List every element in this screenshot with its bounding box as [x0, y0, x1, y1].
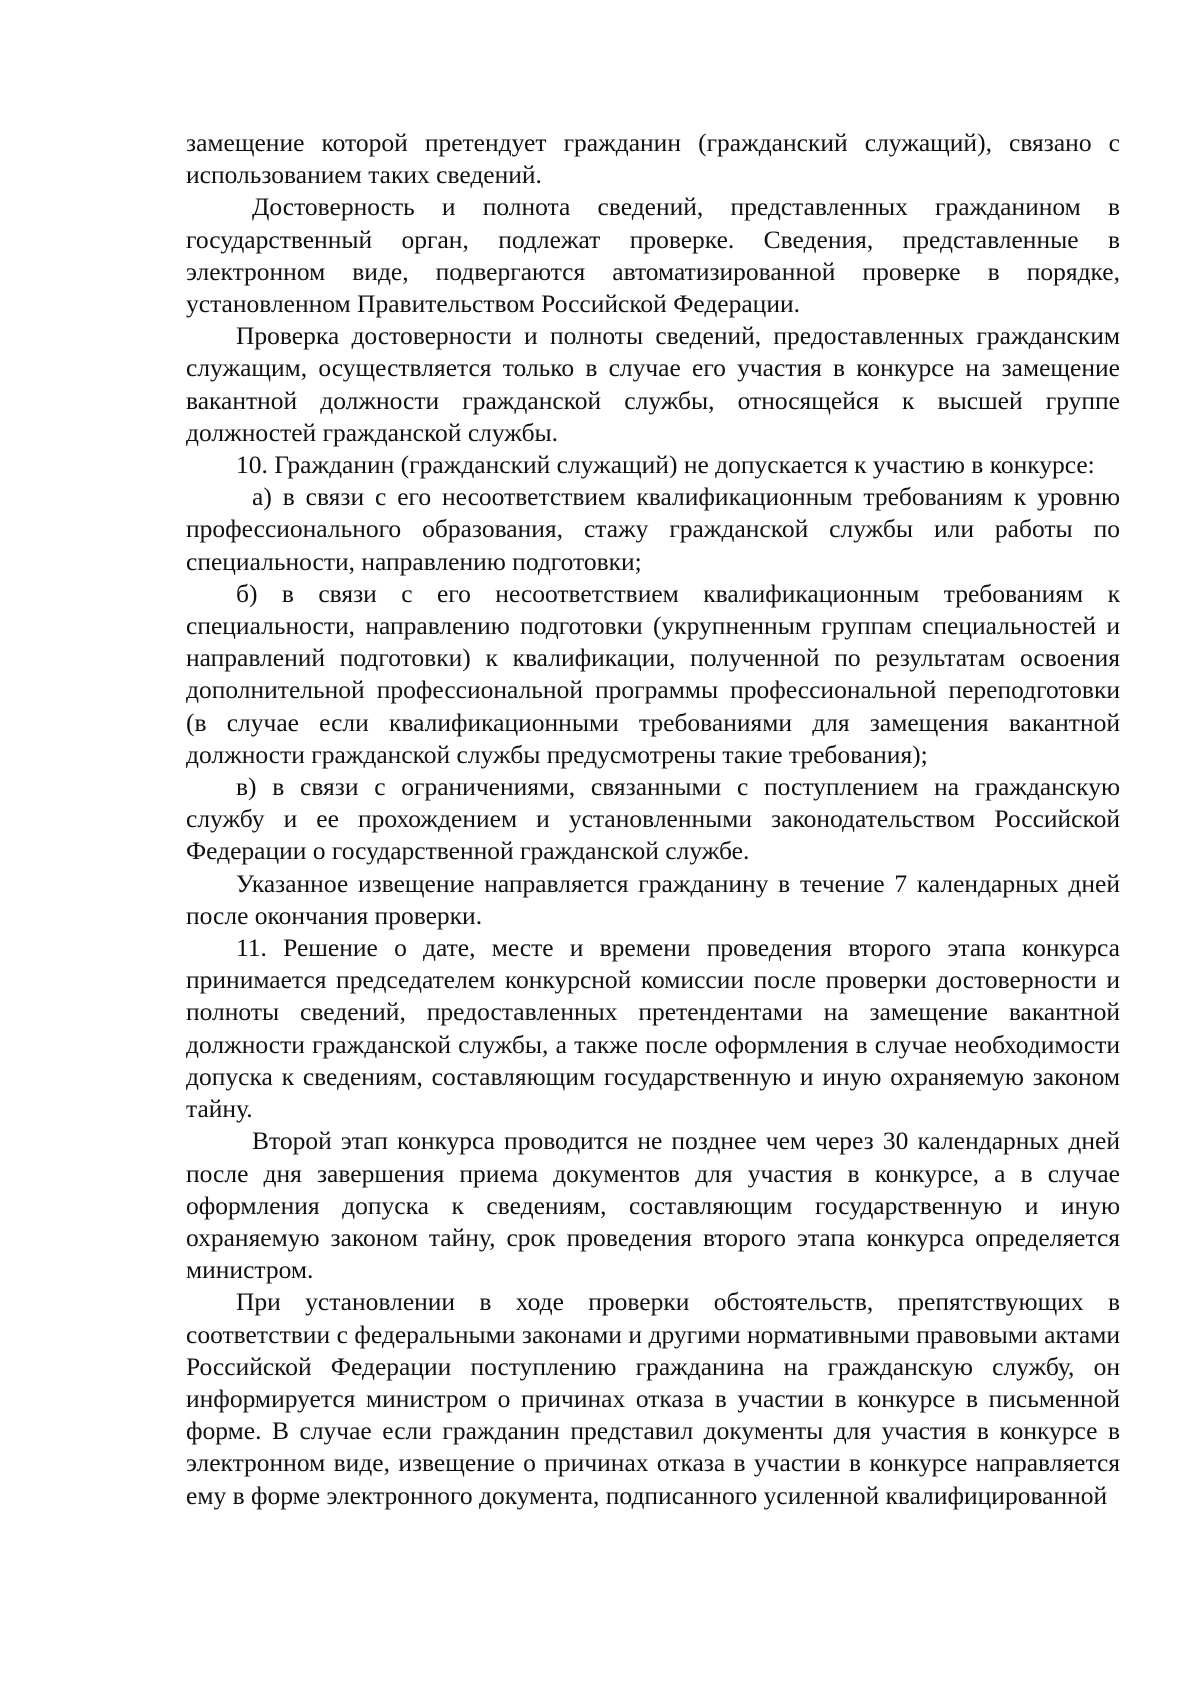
- paragraph-second-stage: Второй этап конкурса проводится не позднее чем через 30 календарных дней после дня завершения приема документов для участия в конкурсе, а в случае оформления допуска к сведениям, составляющим государственную и иную охраняемую законом тайну, срок проведения второго этапа конкурса определяется министром.: [186, 1126, 1120, 1285]
- paragraph-refusal: При установлении в ходе проверки обстоятельств, препятствующих в соответствии с федеральными законами и другими нормативными правовыми актами Российской Федерации поступлению гражданина на гражданскую службу, он информируется министром о причинах отказа в участии в конкурсе в письменной форме. В случае если гражданин представил документы для участия в конкурсе в электронном виде, извещение о причинах отказа в участии в конкурсе направляется ему в форме электронного документа, подписанного усиленной квалифицированной: [186, 1287, 1120, 1510]
- paragraph-continuation: замещение которой претендует гражданин (гражданский служащий), связано с использованием таких сведений.: [186, 128, 1120, 190]
- paragraph-clause-10: 10. Гражданин (гражданский служащий) не допускается к участию в конкурсе:: [236, 450, 1095, 480]
- paragraph-item-v: в) в связи с ограничениями, связанными с поступлением на гражданскую службу и ее прохождением и установленными законодательством Российской Федерации о государственной гражданской службе.: [186, 772, 1120, 866]
- paragraph-notice: Указанное извещение направляется гражданину в течение 7 календарных дней после окончания проверки.: [186, 868, 1120, 930]
- paragraph-item-b: б) в связи с его несоответствием квалификационным требованиям к специальности, направлению подготовки (укрупненным группам специальностей и направлений подготовки) к квалификации, полученной по результатам освоения дополнительной профессиональной программы профессиональной переподготовки (в случае если квалификационными требованиями для замещения вакантной должности гражданской службы предусмотрены такие требования);: [186, 578, 1120, 769]
- document-body: [186, 127, 1120, 1512]
- paragraph-item-a: а) в связи с его несоответствием квалификационным требованиям к уровню профессионального образования, стажу гражданской службы или работы по специальности, направлению подготовки;: [186, 482, 1120, 576]
- paragraph-check-civil-servant: Проверка достоверности и полноты сведений, предоставленных гражданским служащим, осуществляется только в случае его участия в конкурсе на замещение вакантной должности гражданской службы, относящейся к высшей группе должностей гражданской службы.: [186, 321, 1120, 447]
- paragraph-verification: Достоверность и полнота сведений, представленных гражданином в государственный орган, подлежат проверке. Сведения, представленные в электронном виде, подвергаются автоматизированной проверке в порядке, установленном Правительством Российской Федерации.: [186, 192, 1120, 319]
- paragraph-clause-11: 11. Решение о дате, месте и времени проведения второго этапа конкурса принимается председателем конкурсной комиссии после проверки достоверности и полноты сведений, предоставленных претендентами на замещение вакантной должности гражданской службы, а также после оформления в случае необходимости допуска к сведениям, составляющим государственную и иную охраняемую законом тайну.: [186, 933, 1120, 1124]
